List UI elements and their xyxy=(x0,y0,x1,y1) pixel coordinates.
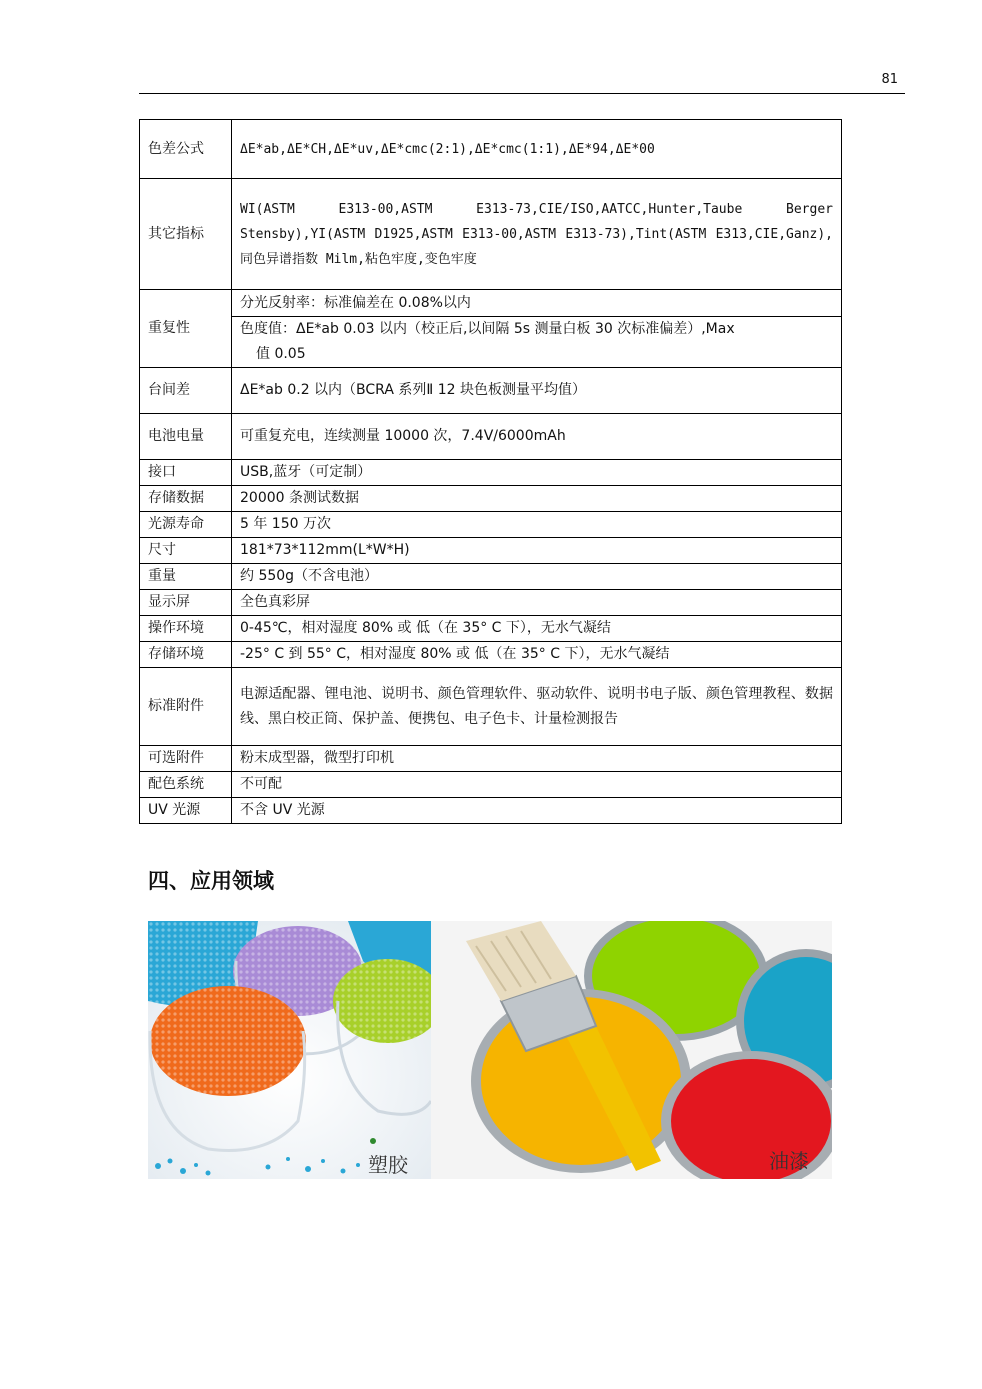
row-value: 20000 条测试数据 xyxy=(232,486,842,512)
row-label: 存储数据 xyxy=(140,486,232,512)
row-value: ΔE*ab,ΔE*CH,ΔE*uv,ΔE*cmc(2:1),ΔE*cmc(1:1),ΔE*94,ΔE*00 xyxy=(232,120,842,179)
repeatability-line-2: 色度值：ΔE*ab 0.03 以内（校正后,以间隔 5s 测量白板 30 次标准偏差）,Max xyxy=(240,320,735,337)
table-row xyxy=(140,746,842,772)
repeatability-line-reflectance: 分光反射率：标准偏差在 0.08%以内 xyxy=(240,294,471,311)
spec-table xyxy=(139,119,842,824)
row-label: 操作环境 xyxy=(140,616,232,642)
row-value: 约 550g（不含电池） xyxy=(232,564,842,590)
row-label: 色差公式 xyxy=(140,120,232,179)
row-label: 电池电量 xyxy=(140,414,232,460)
row-label: 标准附件 xyxy=(140,668,232,746)
row-label: UV 光源 xyxy=(140,798,232,824)
row-label: 存储环境 xyxy=(140,642,232,668)
row-value: 181*73*112mm(L*W*H) xyxy=(232,538,842,564)
row-value: 0-45℃，相对湿度 80% 或 低（在 35° C 下），无水气凝结 xyxy=(232,616,842,642)
row-value: USB,蓝牙（可定制） xyxy=(232,460,842,486)
table-row xyxy=(140,460,842,486)
row-label: 可选附件 xyxy=(140,746,232,772)
table-row xyxy=(140,668,842,746)
table-row xyxy=(140,642,842,668)
table-row xyxy=(140,414,842,460)
row-label: 接口 xyxy=(140,460,232,486)
table-row xyxy=(140,512,842,538)
row-label: 重量 xyxy=(140,564,232,590)
row-value: 全色真彩屏 xyxy=(232,590,842,616)
row-label: 光源寿命 xyxy=(140,512,232,538)
row-value: 不可配 xyxy=(232,772,842,798)
table-row xyxy=(140,798,842,824)
paint-cans-photo xyxy=(431,921,832,1179)
row-value: 不含 UV 光源 xyxy=(232,798,842,824)
row-label: 配色系统 xyxy=(140,772,232,798)
table-row xyxy=(140,564,842,590)
row-value: 粉末成型器，微型打印机 xyxy=(232,746,842,772)
table-row xyxy=(140,368,842,414)
page-number: 81 xyxy=(881,72,898,87)
row-value: 电源适配器、锂电池、说明书、颜色管理软件、驱动软件、说明书电子版、颜色管理教程、数据线、黑白校正筒、保护盖、便携包、电子色卡、计量检测报告 xyxy=(232,668,842,746)
table-row xyxy=(140,538,842,564)
row-value: ΔE*ab 0.2 以内（BCRA 系列Ⅱ 12 块色板测量平均值） xyxy=(232,368,842,414)
row-label: 其它指标 xyxy=(140,179,232,290)
row-value xyxy=(232,290,842,368)
row-label: 尺寸 xyxy=(140,538,232,564)
table-row xyxy=(140,616,842,642)
section-heading: 四、应用领域 xyxy=(148,869,274,893)
repeatability-line-3: 值 0.05 xyxy=(256,345,306,362)
row-value: -25° C 到 55° C，相对湿度 80% 或 低（在 35° C 下），无水气凝结 xyxy=(232,642,842,668)
row-label: 显示屏 xyxy=(140,590,232,616)
row-label: 台间差 xyxy=(140,368,232,414)
table-row xyxy=(140,772,842,798)
plastic-caption: 塑胶 xyxy=(368,1153,408,1177)
header-rule xyxy=(139,93,905,94)
table-row xyxy=(140,120,842,179)
table-row xyxy=(140,590,842,616)
table-row xyxy=(140,179,842,290)
table-row xyxy=(140,486,842,512)
row-value: 可重复充电，连续测量 10000 次，7.4V/6000mAh xyxy=(232,414,842,460)
row-value: WI(ASTM E313-00,ASTM E313-73,CIE/ISO,AATCC,Hunter,Taube Berger Stensby),YI(ASTM D1925,ASTM E313-00,ASTM E313-73),Tint(ASTM E313,CIE,Ganz),同色异谱指数 Milm,粘色牢度,变色牢度 xyxy=(232,179,842,290)
plastic-pellets-photo xyxy=(148,921,431,1179)
repeatability-line-chromaticity xyxy=(232,316,841,367)
row-label: 重复性 xyxy=(140,290,232,368)
table-row xyxy=(140,290,842,368)
paint-caption: 油漆 xyxy=(769,1149,809,1173)
row-value: 5 年 150 万次 xyxy=(232,512,842,538)
